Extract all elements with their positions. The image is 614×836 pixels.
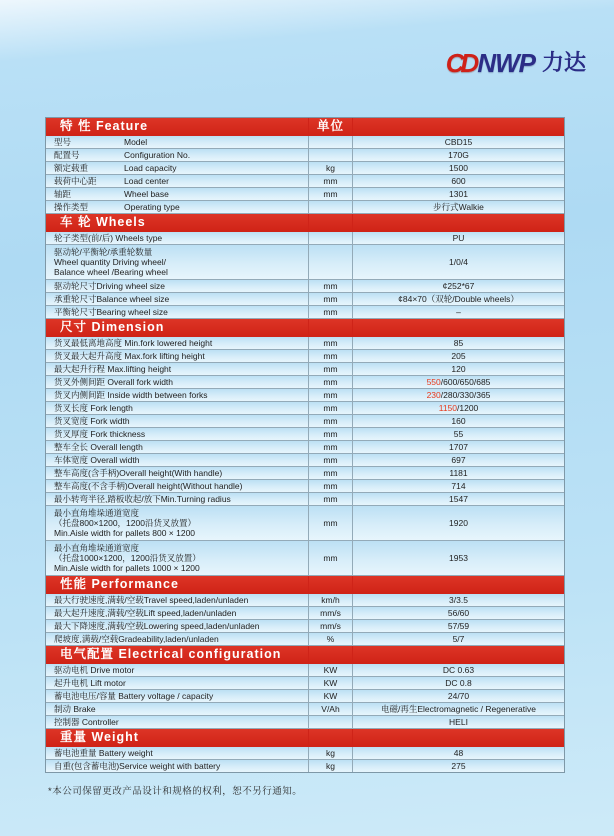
spec-row bbox=[46, 232, 564, 245]
row-value: 600 bbox=[353, 175, 564, 188]
row-unit: kg bbox=[309, 747, 353, 760]
row-value: 1547 bbox=[353, 493, 564, 506]
row-value: 电磁/再生Electromagnetic / Regenerative bbox=[353, 703, 564, 716]
section-title: 电气配置 Electrical configuration bbox=[46, 646, 309, 664]
row-label-en: Operating type bbox=[124, 202, 180, 212]
row-label: 货叉最低离地高度 Min.fork lowered height bbox=[46, 337, 309, 350]
row-label: 控制器 Controller bbox=[46, 716, 309, 729]
row-label: 货叉外侧间距 Overall fork width bbox=[46, 376, 309, 389]
row-unit bbox=[309, 232, 353, 245]
brand-logo-cd-mark: CD bbox=[445, 48, 476, 78]
row-unit: mm/s bbox=[309, 607, 353, 620]
row-label: 整车高度(含手柄)Overall height(With handle) bbox=[46, 467, 309, 480]
row-label: 起升电机 Lift motor bbox=[46, 677, 309, 690]
row-label: 货叉内侧间距 Inside width between forks bbox=[46, 389, 309, 402]
section-header-spacer bbox=[353, 118, 564, 136]
spec-row bbox=[46, 376, 564, 389]
row-label: 平衡轮尺寸Bearing wheel size bbox=[46, 306, 309, 319]
row-value: – bbox=[353, 306, 564, 319]
value-part: /1200 bbox=[457, 403, 479, 413]
spec-row bbox=[46, 415, 564, 428]
spec-row bbox=[46, 293, 564, 306]
row-label bbox=[46, 188, 309, 201]
row-label bbox=[46, 201, 309, 214]
spec-row bbox=[46, 747, 564, 760]
spec-row bbox=[46, 162, 564, 175]
spec-row bbox=[46, 389, 564, 402]
row-label-en: Model bbox=[124, 137, 148, 147]
row-label: 最小转弯半径,踏板收起/放下Min.Turning radius bbox=[46, 493, 309, 506]
spec-row bbox=[46, 306, 564, 319]
row-unit: KW bbox=[309, 664, 353, 677]
spec-row bbox=[46, 594, 564, 607]
section-header-wheels bbox=[46, 214, 564, 232]
row-value: 5/7 bbox=[353, 633, 564, 646]
spec-row bbox=[46, 493, 564, 506]
row-value: 85 bbox=[353, 337, 564, 350]
spec-row bbox=[46, 428, 564, 441]
spec-row bbox=[46, 620, 564, 633]
spec-table bbox=[45, 117, 565, 773]
spec-row bbox=[46, 664, 564, 677]
row-unit: mm bbox=[309, 428, 353, 441]
row-unit: mm bbox=[309, 280, 353, 293]
row-label: 制动 Brake bbox=[46, 703, 309, 716]
row-label: 整车高度(不含手柄)Overall height(Without handle) bbox=[46, 480, 309, 493]
row-value: DC 0.63 bbox=[353, 664, 564, 677]
row-value: 55 bbox=[353, 428, 564, 441]
row-unit bbox=[309, 716, 353, 729]
row-value: 48 bbox=[353, 747, 564, 760]
spec-row bbox=[46, 506, 564, 541]
value-part: 1150 bbox=[438, 403, 457, 413]
spec-row bbox=[46, 136, 564, 149]
row-label-en: Configuration No. bbox=[124, 150, 191, 160]
section-header-spacer bbox=[353, 729, 564, 747]
row-label: 驱动轮/平衡轮/承重轮数量 Wheel quantity Driving wheel/ Balance wheel /Bearing wheel bbox=[46, 245, 309, 280]
row-unit: mm bbox=[309, 467, 353, 480]
spec-row bbox=[46, 690, 564, 703]
spec-row bbox=[46, 175, 564, 188]
row-value bbox=[353, 376, 564, 389]
row-value: CBD15 bbox=[353, 136, 564, 149]
row-value: 1/0/4 bbox=[353, 245, 564, 280]
row-value: 1707 bbox=[353, 441, 564, 454]
row-value: 120 bbox=[353, 363, 564, 376]
row-value bbox=[353, 402, 564, 415]
section-header-spacer bbox=[353, 576, 564, 594]
row-unit: KW bbox=[309, 690, 353, 703]
footer-note: *本公司保留更改产品设计和规格的权利，恕不另行通知。 bbox=[48, 786, 303, 797]
row-value: 160 bbox=[353, 415, 564, 428]
spec-row bbox=[46, 454, 564, 467]
value-part: 230 bbox=[426, 390, 441, 400]
row-unit: mm bbox=[309, 389, 353, 402]
unit-column-label bbox=[309, 319, 353, 337]
spec-row bbox=[46, 337, 564, 350]
row-label bbox=[46, 136, 309, 149]
section-title: 性能 Performance bbox=[46, 576, 309, 594]
row-value: 步行式Walkie bbox=[353, 201, 564, 214]
section-header-feature bbox=[46, 118, 564, 136]
row-label: 整车全长 Overall length bbox=[46, 441, 309, 454]
row-unit: mm bbox=[309, 350, 353, 363]
row-label: 最大行驶速度,满载/空载Travel speed,laden/unladen bbox=[46, 594, 309, 607]
section-header-weight bbox=[46, 729, 564, 747]
row-label: 最大起升速度,满载/空载Lift speed,laden/unladen bbox=[46, 607, 309, 620]
row-unit: mm bbox=[309, 306, 353, 319]
spec-table-body bbox=[46, 118, 564, 772]
spec-row bbox=[46, 467, 564, 480]
spec-row bbox=[46, 350, 564, 363]
row-label: 货叉长度 Fork length bbox=[46, 402, 309, 415]
spec-row bbox=[46, 441, 564, 454]
row-value: 1500 bbox=[353, 162, 564, 175]
spec-row bbox=[46, 677, 564, 690]
row-unit: mm bbox=[309, 441, 353, 454]
spec-row bbox=[46, 480, 564, 493]
spec-row bbox=[46, 541, 564, 576]
row-unit: mm bbox=[309, 293, 353, 306]
row-unit: mm bbox=[309, 363, 353, 376]
section-title: 车 轮 Wheels bbox=[46, 214, 309, 232]
row-unit: mm bbox=[309, 541, 353, 576]
row-value: 205 bbox=[353, 350, 564, 363]
row-label: 最大下降速度,满载/空载Lowering speed,laden/unladen bbox=[46, 620, 309, 633]
spec-row bbox=[46, 633, 564, 646]
spec-row bbox=[46, 402, 564, 415]
row-label: 轮子类型(前/后) Wheels type bbox=[46, 232, 309, 245]
row-value: 57/59 bbox=[353, 620, 564, 633]
row-value: 714 bbox=[353, 480, 564, 493]
row-value: HELI bbox=[353, 716, 564, 729]
row-label-en: Wheel base bbox=[124, 189, 169, 199]
row-label: 最大起升行程 Max.lifting height bbox=[46, 363, 309, 376]
row-unit: mm bbox=[309, 493, 353, 506]
row-label: 最小直角堆垛通道宽度 （托盘800×1200，1200沿货叉放置） Min.Aisle width for pallets 800 × 1200 bbox=[46, 506, 309, 541]
row-value: 56/60 bbox=[353, 607, 564, 620]
row-label: 驱动电机 Drive motor bbox=[46, 664, 309, 677]
row-unit: mm bbox=[309, 402, 353, 415]
section-header-spacer bbox=[353, 214, 564, 232]
section-title: 尺寸 Dimension bbox=[46, 319, 309, 337]
row-label-cn: 操作类型 bbox=[54, 202, 89, 212]
row-unit: mm bbox=[309, 415, 353, 428]
value-part: 550 bbox=[426, 377, 441, 387]
row-value bbox=[353, 389, 564, 402]
spec-row bbox=[46, 149, 564, 162]
section-title: 重量 Weight bbox=[46, 729, 309, 747]
row-unit: mm bbox=[309, 454, 353, 467]
row-unit: KW bbox=[309, 677, 353, 690]
brand-logo bbox=[446, 46, 586, 79]
row-unit: kg bbox=[309, 162, 353, 175]
section-header-performance bbox=[46, 576, 564, 594]
row-label bbox=[46, 162, 309, 175]
row-value: 170G bbox=[353, 149, 564, 162]
row-label-cn: 载荷中心距 bbox=[54, 176, 97, 186]
row-unit: % bbox=[309, 633, 353, 646]
row-value: 1301 bbox=[353, 188, 564, 201]
row-label: 爬坡度,满载/空载Gradeability,laden/unladen bbox=[46, 633, 309, 646]
row-label: 货叉厚度 Fork thickness bbox=[46, 428, 309, 441]
spec-row bbox=[46, 716, 564, 729]
row-label: 最小直角堆垛通道宽度 （托盘1000×1200，1200沿货叉放置） Min.Aisle width for pallets 1000 × 1200 bbox=[46, 541, 309, 576]
value-part: /280/330/365 bbox=[440, 390, 491, 400]
row-label: 承重轮尺寸Balance wheel size bbox=[46, 293, 309, 306]
unit-column-label bbox=[309, 646, 353, 664]
row-label-cn: 型号 bbox=[54, 137, 72, 147]
unit-column-label bbox=[309, 214, 353, 232]
row-label-cn: 额定载重 bbox=[54, 163, 89, 173]
row-unit: mm bbox=[309, 506, 353, 541]
section-header-spacer bbox=[353, 319, 564, 337]
row-unit: kg bbox=[309, 760, 353, 772]
spec-row bbox=[46, 188, 564, 201]
row-label: 车体宽度 Overall width bbox=[46, 454, 309, 467]
row-unit bbox=[309, 149, 353, 162]
row-unit: mm bbox=[309, 337, 353, 350]
row-label: 蓄电池重量 Battery weight bbox=[46, 747, 309, 760]
row-label bbox=[46, 175, 309, 188]
row-value: DC 0.8 bbox=[353, 677, 564, 690]
row-label-cn: 轴距 bbox=[54, 189, 72, 199]
section-title: 特 性 Feature bbox=[46, 118, 309, 136]
row-value: ¢84×70（双轮/Double wheels） bbox=[353, 293, 564, 306]
row-unit: mm bbox=[309, 175, 353, 188]
brand-logo-chinese-name: 力达 bbox=[541, 50, 586, 75]
row-unit: km/h bbox=[309, 594, 353, 607]
row-label bbox=[46, 149, 309, 162]
spec-row bbox=[46, 760, 564, 772]
row-value: ¢252*67 bbox=[353, 280, 564, 293]
unit-column-label: 单位 bbox=[309, 118, 353, 136]
row-label: 货叉宽度 Fork width bbox=[46, 415, 309, 428]
row-label: 蓄电池电压/容量 Battery voltage / capacity bbox=[46, 690, 309, 703]
unit-column-label bbox=[309, 729, 353, 747]
row-unit: mm bbox=[309, 188, 353, 201]
row-unit bbox=[309, 136, 353, 149]
row-label: 货叉最大起升高度 Max.fork lifting height bbox=[46, 350, 309, 363]
section-header-electrical bbox=[46, 646, 564, 664]
row-unit bbox=[309, 245, 353, 280]
row-value: 1920 bbox=[353, 506, 564, 541]
row-label-cn: 配置号 bbox=[54, 150, 80, 160]
row-value: 697 bbox=[353, 454, 564, 467]
row-unit: mm bbox=[309, 480, 353, 493]
spec-row bbox=[46, 607, 564, 620]
row-label-en: Load center bbox=[124, 176, 169, 186]
spec-row bbox=[46, 363, 564, 376]
row-unit: mm/s bbox=[309, 620, 353, 633]
row-label-en: Load capacity bbox=[124, 163, 177, 173]
row-value: 24/70 bbox=[353, 690, 564, 703]
row-value: 1181 bbox=[353, 467, 564, 480]
row-label: 自重(包含蓄电池)Service weight with battery bbox=[46, 760, 309, 772]
row-value: 3/3.5 bbox=[353, 594, 564, 607]
row-value: 1953 bbox=[353, 541, 564, 576]
row-label: 驱动轮尺寸Driving wheel size bbox=[46, 280, 309, 293]
section-header-dimension bbox=[46, 319, 564, 337]
spec-row bbox=[46, 201, 564, 214]
value-part: /600/650/685 bbox=[440, 377, 491, 387]
row-unit: V/Ah bbox=[309, 703, 353, 716]
unit-column-label bbox=[309, 576, 353, 594]
spec-row bbox=[46, 280, 564, 293]
section-header-spacer bbox=[353, 646, 564, 664]
row-unit: mm bbox=[309, 376, 353, 389]
row-value: PU bbox=[353, 232, 564, 245]
row-unit bbox=[309, 201, 353, 214]
brand-logo-nwp-text: NWP bbox=[477, 48, 535, 78]
row-value: 275 bbox=[353, 760, 564, 772]
spec-row bbox=[46, 703, 564, 716]
spec-row bbox=[46, 245, 564, 280]
